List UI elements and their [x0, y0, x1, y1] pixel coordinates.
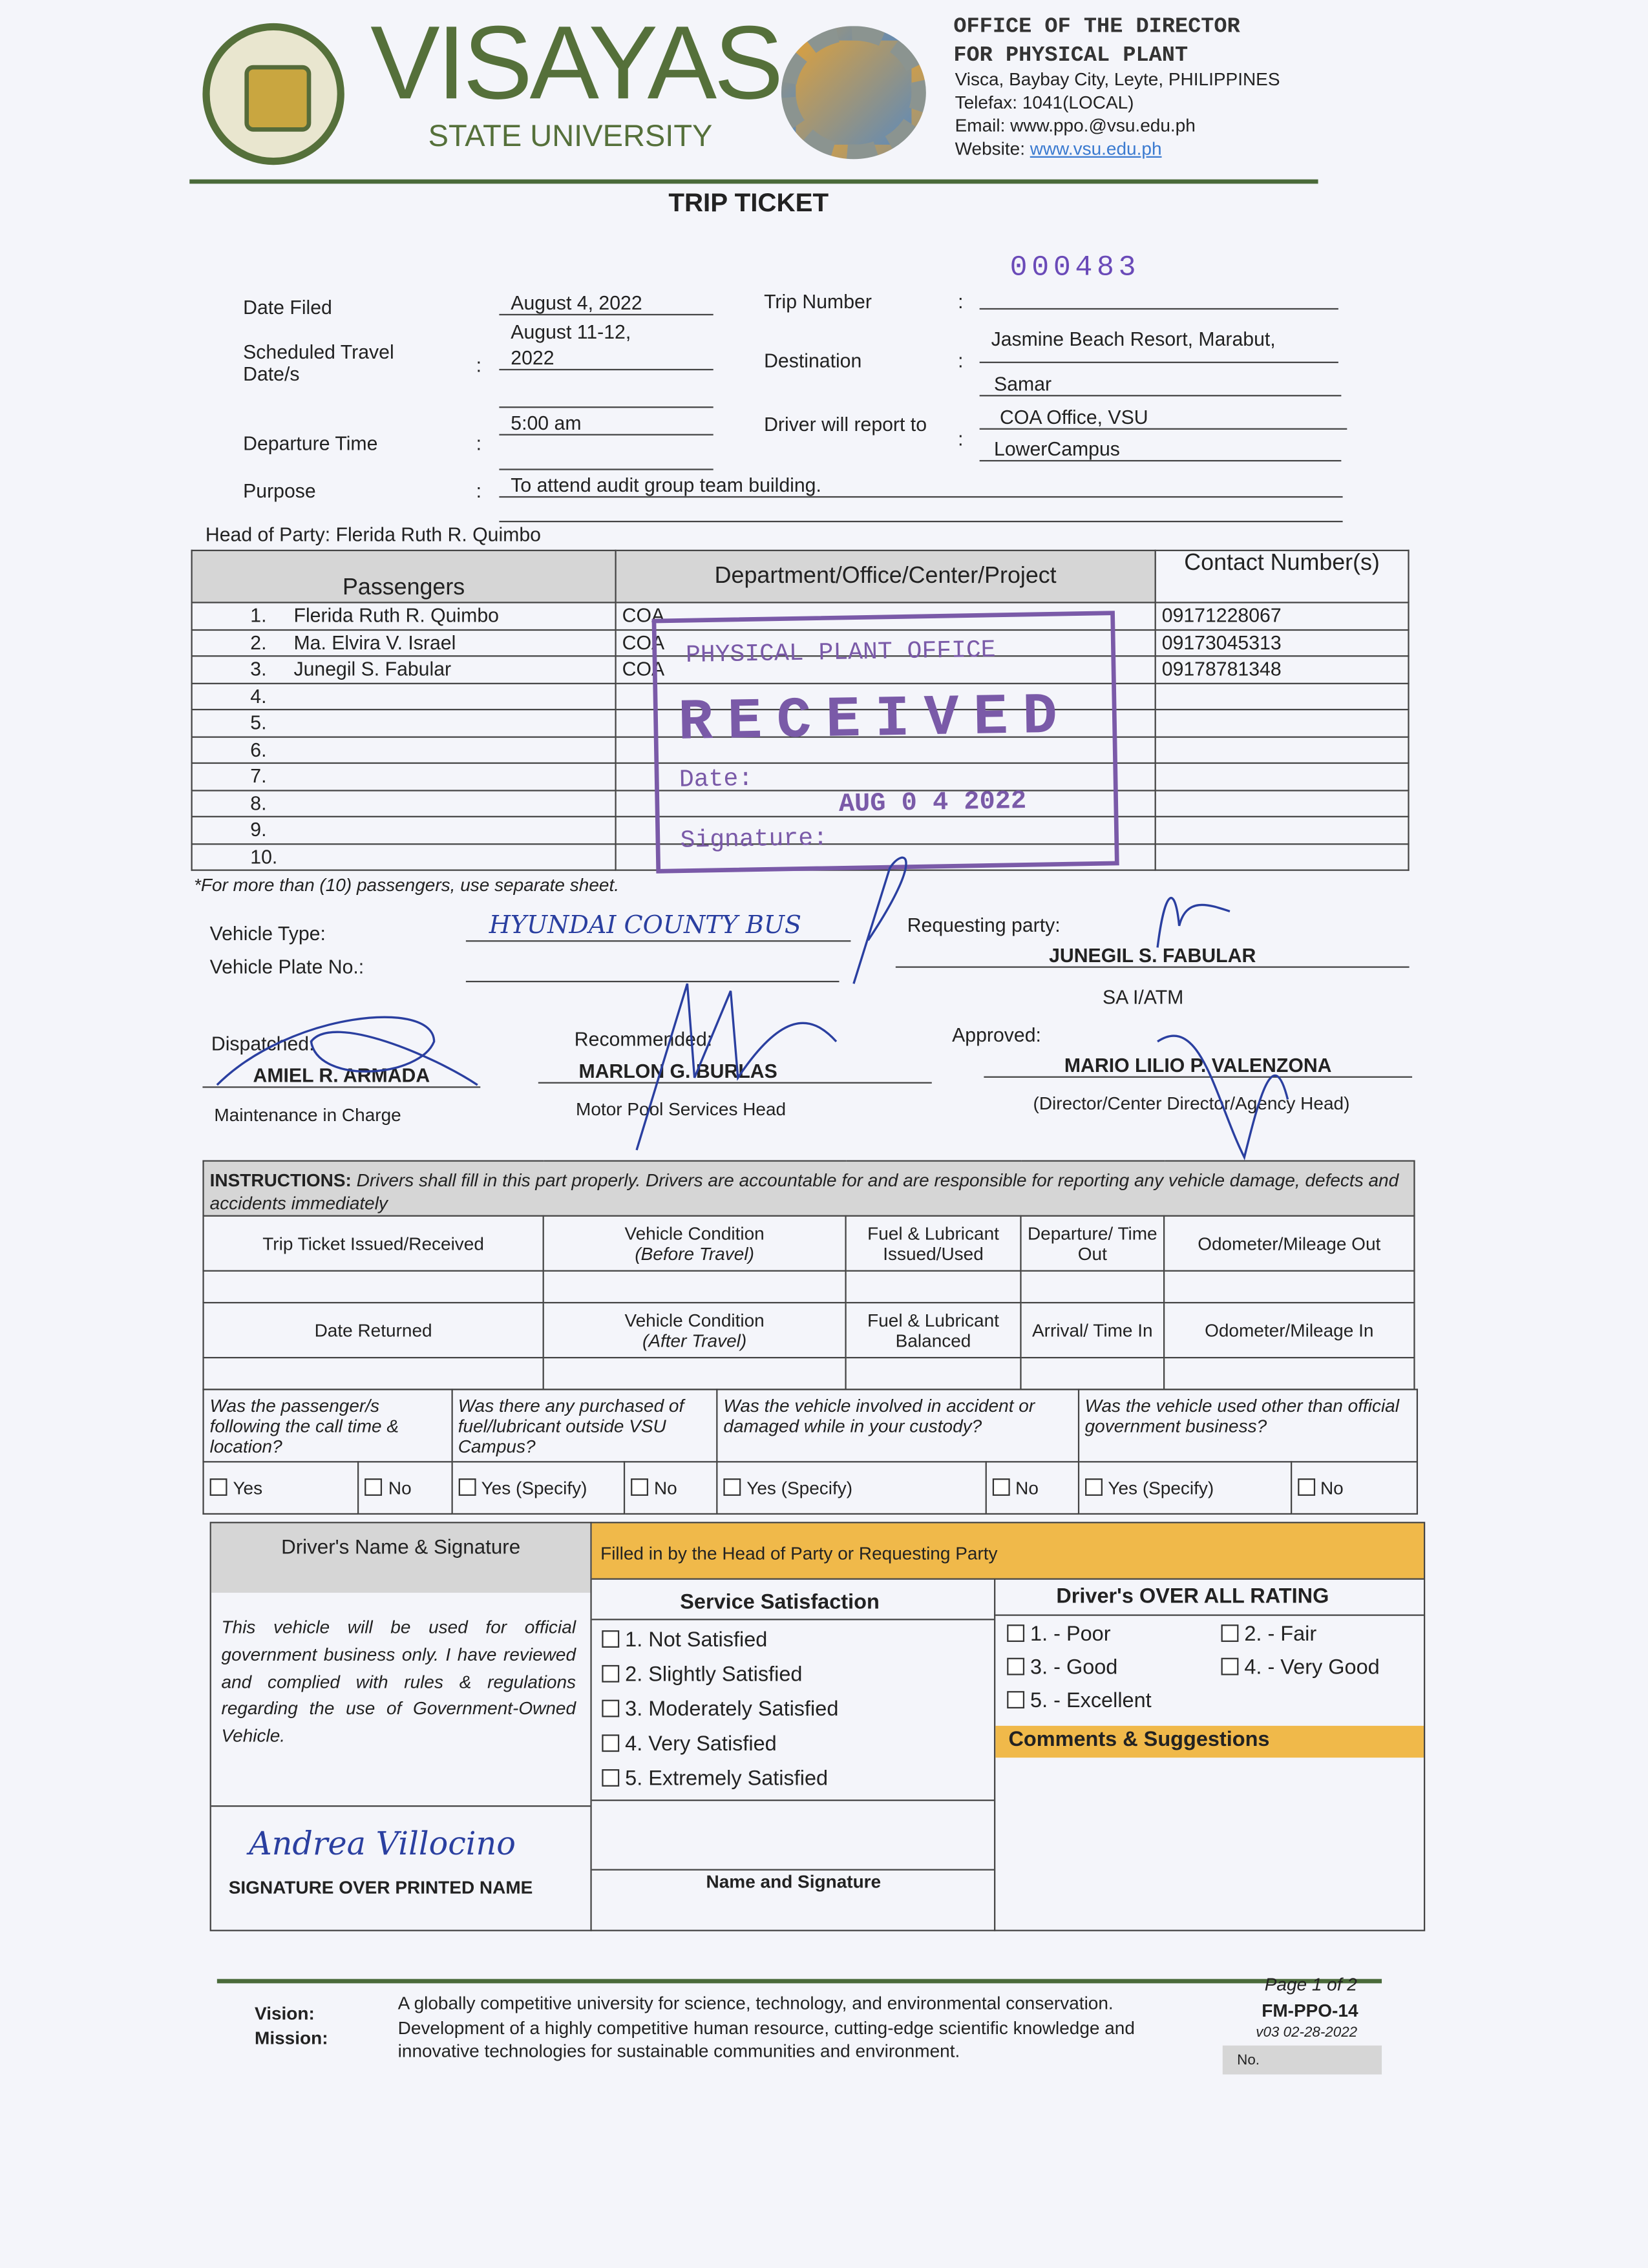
- rating-option[interactable]: [1007, 1623, 1221, 1656]
- service-option[interactable]: [602, 1623, 838, 1658]
- departure-time-label: Departure Time: [243, 432, 378, 454]
- yes-option[interactable]: [452, 1462, 624, 1514]
- yes-label: Yes: [233, 1477, 263, 1498]
- header-text: Vehicle Condition: [624, 1310, 765, 1331]
- instructions-row: [204, 1161, 1415, 1217]
- entry-cell[interactable]: [1020, 1358, 1164, 1390]
- rating-option[interactable]: [1221, 1656, 1413, 1689]
- university-name: VISAYAS: [370, 5, 781, 122]
- passenger-name: Ma. Elvira V. Israel: [293, 631, 456, 654]
- divider: [592, 1579, 1424, 1580]
- recommended-signature: [637, 983, 836, 1150]
- question-cell: [1079, 1389, 1417, 1462]
- checkbox-icon[interactable]: [1221, 1624, 1239, 1642]
- passenger-name: Junegil S. Fabular: [293, 658, 452, 680]
- checkbox-icon[interactable]: [992, 1478, 1009, 1495]
- rating-option[interactable]: [1007, 1656, 1221, 1689]
- department-cell[interactable]: COA: [616, 656, 1156, 682]
- no-label: No: [1015, 1477, 1039, 1498]
- service-option[interactable]: [602, 1658, 838, 1693]
- mission-label: Mission:: [255, 2028, 328, 2049]
- department-cell[interactable]: COA: [616, 602, 1156, 629]
- dispatched-name: AMIEL R. ARMADA: [202, 1065, 480, 1088]
- stamp-office: PHYSICAL PLANT OFFICE: [685, 637, 997, 671]
- department-cell[interactable]: COA: [616, 629, 1156, 656]
- option-label: 3. Moderately Satisfied: [625, 1698, 839, 1722]
- rating-option[interactable]: [1007, 1690, 1221, 1723]
- questions-table: [202, 1389, 1418, 1515]
- vehicle-type-value: HYUNDAI COUNTY BUS: [466, 911, 851, 941]
- form-title: TRIP TICKET: [668, 188, 829, 217]
- recommended-name: MARLON G. BURLAS: [538, 1060, 932, 1084]
- entry-cell[interactable]: [846, 1271, 1021, 1303]
- date-filed-label: Date Filed: [243, 296, 332, 319]
- divider: [592, 1800, 994, 1801]
- vision-label: Vision:: [255, 2003, 315, 2024]
- requesting-party-position: SA I/ATM: [1102, 986, 1184, 1009]
- checkbox-icon[interactable]: [631, 1478, 648, 1495]
- header-text: Vehicle Condition: [624, 1223, 765, 1244]
- checkbox-icon[interactable]: [1297, 1478, 1315, 1495]
- scheduled-travel-label: Scheduled Travel Date/s: [243, 341, 394, 385]
- column-header: Contact Number(s): [1156, 551, 1409, 603]
- page-text: Page 1 of 2: [1264, 1974, 1357, 1995]
- option-label: 2. - Fair: [1244, 1622, 1317, 1646]
- mission-text: Development of a highly competitive human resource, cutting-edge scientific knowledge and innovative technologies for sustainable communities and environment.: [397, 2018, 1135, 2062]
- fuel-issued-header: Fuel & Lubricant Issued/Used: [846, 1216, 1021, 1271]
- destination-label: Destination: [764, 350, 862, 372]
- stamp-signature: [854, 857, 906, 983]
- rating-option[interactable]: [1221, 1623, 1413, 1656]
- row-number: 2.: [250, 631, 267, 654]
- header-subtext: (Before Travel): [635, 1243, 754, 1265]
- service-option[interactable]: [602, 1727, 838, 1762]
- stamp-received: RECEIVED: [677, 685, 1073, 757]
- checkbox-icon[interactable]: [1221, 1658, 1239, 1675]
- yes-label: Yes (Specify): [1108, 1477, 1214, 1498]
- driver-statement: [222, 1615, 576, 1750]
- checkbox-icon[interactable]: [1007, 1658, 1024, 1675]
- question-text: Was the vehicle used other than official government business?: [1084, 1396, 1399, 1437]
- option-label: 4. - Very Good: [1244, 1656, 1380, 1680]
- option-label: 1. - Poor: [1030, 1622, 1111, 1646]
- vehicle-type-label: Vehicle Type:: [209, 923, 326, 945]
- comments-header: Comments & Suggestions: [995, 1726, 1424, 1758]
- entry-cell[interactable]: [204, 1358, 544, 1390]
- form-code: FM-PPO-14: [1262, 2000, 1358, 2021]
- row-number: 9.: [250, 819, 267, 841]
- row-number: 3.: [250, 658, 267, 680]
- vision-text: A globally competitive university for science, technology, and environmental conservation.: [397, 1993, 1114, 2014]
- passenger-name: Flerida Ruth R. Quimbo: [293, 605, 499, 627]
- yes-label: Yes (Specify): [481, 1477, 587, 1498]
- entry-cell[interactable]: [544, 1271, 846, 1303]
- comments-area[interactable]: [995, 1758, 1424, 1929]
- service-satisfaction-options: [602, 1623, 838, 1797]
- stamp-date-label: Date:: [679, 766, 754, 795]
- instructions-bold: INSTRUCTIONS:: [209, 1170, 352, 1191]
- entry-cell[interactable]: [544, 1358, 846, 1390]
- contact-cell[interactable]: 09173045313: [1156, 629, 1409, 656]
- out-entry-row: [204, 1271, 1415, 1303]
- driver-signature: Andrea Villocino: [249, 1827, 516, 1864]
- checkbox-icon[interactable]: [365, 1478, 383, 1495]
- option-label: 5. - Excellent: [1030, 1689, 1152, 1713]
- answers-row: [204, 1462, 1417, 1514]
- dispatched-signature: [217, 1017, 478, 1085]
- question-cell: [452, 1389, 717, 1462]
- entry-cell[interactable]: [1164, 1271, 1414, 1303]
- column-header: Passengers: [192, 551, 616, 603]
- odometer-in-header: Odometer/Mileage In: [1164, 1303, 1414, 1358]
- purpose-label: Purpose: [243, 480, 316, 502]
- colon: :: [476, 480, 481, 502]
- head-of-party: Head of Party: Flerida Ruth R. Quimbo: [205, 523, 541, 546]
- stamp-signature-label: Signature:: [680, 825, 829, 856]
- departure-time-out-header: Departure/ Time Out: [1020, 1216, 1164, 1271]
- dispatched-role: Maintenance in Charge: [214, 1105, 401, 1126]
- fuel-balanced-header: Fuel & Lubricant Balanced: [846, 1303, 1021, 1358]
- website-link[interactable]: www.vsu.edu.ph: [1030, 138, 1162, 160]
- approved-label: Approved:: [952, 1024, 1041, 1046]
- checkbox-icon[interactable]: [1085, 1478, 1103, 1495]
- checkbox-icon[interactable]: [723, 1478, 741, 1495]
- option-label: 4. Very Satisfied: [625, 1733, 777, 1756]
- entry-cell[interactable]: [1164, 1358, 1414, 1390]
- office-title-2: FOR PHYSICAL PLANT: [953, 43, 1188, 68]
- checkbox-icon[interactable]: [602, 1700, 619, 1717]
- entry-cell[interactable]: [846, 1358, 1021, 1390]
- no-option[interactable]: [986, 1462, 1078, 1514]
- date-filed-value: August 4, 2022: [499, 292, 713, 315]
- contact-cell[interactable]: 09171228067: [1156, 602, 1409, 629]
- version-text: v03 02-28-2022: [1256, 2025, 1358, 2041]
- university-subname: STATE UNIVERSITY: [428, 120, 713, 154]
- office-email: Email: www.ppo.@vsu.edu.ph: [955, 116, 1196, 136]
- questions-row: [204, 1389, 1417, 1462]
- contact-cell[interactable]: 09178781348: [1156, 656, 1409, 682]
- question-text: Was there any purchased of fuel/lubricant outside VSU Campus?: [458, 1396, 684, 1457]
- trip-number-label: Trip Number: [764, 290, 872, 313]
- row-number: 10.: [250, 846, 278, 868]
- divider: [592, 1619, 994, 1620]
- requesting-signature: [1157, 898, 1230, 948]
- yes-option[interactable]: [204, 1462, 359, 1514]
- entry-cell[interactable]: [204, 1271, 544, 1303]
- question-cell: [717, 1389, 1078, 1462]
- option-label: 3. - Good: [1030, 1656, 1118, 1680]
- departure-time-value: 5:00 am: [499, 412, 713, 436]
- dispatched-label: Dispatched:: [211, 1033, 315, 1055]
- service-option[interactable]: [602, 1762, 838, 1797]
- footer-divider: [217, 1979, 1382, 1984]
- no-label: No: [653, 1477, 677, 1498]
- option-label: 1. Not Satisfied: [625, 1628, 768, 1652]
- driver-report-value-2: LowerCampus: [980, 438, 1342, 461]
- stamp-date: AUG 0 4 2022: [838, 787, 1027, 820]
- yes-option[interactable]: [717, 1462, 986, 1514]
- website-label: Website:: [955, 138, 1030, 160]
- approved-signature: [1157, 1036, 1287, 1157]
- divider: [994, 1615, 1424, 1616]
- instructions-table: [202, 1160, 1415, 1391]
- row-number: 5.: [250, 712, 267, 734]
- no-option[interactable]: [624, 1462, 717, 1514]
- page-number: [1265, 1975, 1357, 1995]
- colon: :: [958, 290, 964, 313]
- in-header-row: [204, 1303, 1415, 1358]
- note-text: *For more than (10) passengers, use separate sheet.: [193, 875, 620, 896]
- office-title-1: OFFICE OF THE DIRECTOR: [953, 14, 1240, 39]
- destination-value-1: Jasmine Beach Resort, Marabut,: [980, 328, 1338, 363]
- row-number: 4.: [250, 685, 267, 708]
- no-label: No.: [1237, 2052, 1260, 2069]
- driver-signature-label: SIGNATURE OVER PRINTED NAME: [228, 1877, 533, 1898]
- overall-rating-header: Driver's OVER ALL RATING: [1056, 1585, 1329, 1609]
- out-header-row: [204, 1216, 1415, 1271]
- instructions-text: Drivers shall fill in this part properly. Drivers are accountable for and are responsible for reporting any vehicle damage, defects and accidents immediately: [209, 1170, 1399, 1213]
- overall-rating-options: [1007, 1623, 1419, 1723]
- scheduled-travel-value-1: August 11-12,: [511, 321, 631, 343]
- row-number: 6.: [250, 739, 267, 761]
- office-address: Visca, Baybay City, Leyte, PHILIPPINES: [955, 69, 1280, 90]
- header-subtext: (After Travel): [642, 1330, 747, 1351]
- date-returned-header: Date Returned: [204, 1303, 544, 1358]
- question-text: Was the vehicle involved in accident or damaged while in your custody?: [723, 1396, 1035, 1437]
- divider: [211, 1805, 591, 1807]
- checkbox-icon[interactable]: [458, 1478, 476, 1495]
- no-label: No: [388, 1477, 412, 1498]
- checkbox-icon[interactable]: [1007, 1691, 1024, 1708]
- requesting-party-label: Requesting party:: [907, 914, 1061, 936]
- office-telefax: Telefax: 1041(LOCAL): [955, 92, 1134, 113]
- vehicle-plate-label: Vehicle Plate No.:: [209, 956, 364, 978]
- in-entry-row: [204, 1358, 1415, 1390]
- vehicle-condition-after-header: [544, 1303, 846, 1358]
- statement-text: This vehicle will be used for official government business only. I have reviewed and complied with rules & regulations regarding the use of Government-Owned Vehicle.: [221, 1617, 576, 1747]
- checkbox-icon[interactable]: [602, 1769, 619, 1787]
- no-label: No: [1320, 1477, 1344, 1498]
- destination-value-2: Samar: [980, 373, 1342, 397]
- question-cell: [204, 1389, 452, 1462]
- driver-report-label: Driver will report to: [764, 414, 927, 436]
- scheduled-travel-value-2: 2022: [499, 347, 713, 370]
- form-no-box: [1223, 2046, 1382, 2075]
- colon: :: [476, 354, 481, 377]
- option-label: 2. Slightly Satisfied: [625, 1663, 803, 1687]
- no-option[interactable]: [359, 1462, 452, 1514]
- colon: :: [958, 428, 964, 450]
- row-number: 1.: [250, 605, 267, 627]
- option-label: 5. Extremely Satisfied: [625, 1767, 829, 1791]
- question-text: Was the passenger/s following the call time & location?: [209, 1396, 399, 1457]
- service-option[interactable]: [602, 1692, 838, 1727]
- purpose-value: To attend audit group team building.: [499, 474, 1342, 498]
- checkbox-icon[interactable]: [602, 1665, 619, 1683]
- row-number: 8.: [250, 792, 267, 814]
- yes-label: Yes (Specify): [746, 1477, 853, 1498]
- checkbox-icon[interactable]: [210, 1478, 227, 1495]
- arrival-time-in-header: Arrival/ Time In: [1020, 1303, 1164, 1358]
- recommended-role: Motor Pool Services Head: [576, 1099, 787, 1120]
- column-header: Department/Office/Center/Project: [616, 551, 1156, 603]
- divider: [592, 1869, 994, 1871]
- vehicle-condition-before-header: [544, 1216, 846, 1271]
- driver-header: Driver's Name & Signature: [211, 1523, 591, 1592]
- approved-name: MARIO LILIO P. VALENZONA: [984, 1055, 1412, 1078]
- name-and-signature-label: Name and Signature: [706, 1872, 882, 1893]
- recommended-label: Recommended:: [574, 1028, 713, 1051]
- odometer-out-header: Odometer/Mileage Out: [1164, 1216, 1414, 1271]
- row-number: 7.: [250, 765, 267, 788]
- filled-by-banner: Filled in by the Head of Party or Requesting Party: [592, 1523, 1424, 1578]
- requesting-party-name: JUNEGIL S. FABULAR: [896, 945, 1410, 968]
- trip-ticket-issued-header: Trip Ticket Issued/Received: [204, 1216, 544, 1271]
- no-option[interactable]: [1291, 1462, 1417, 1514]
- approved-role: (Director/Center Director/Agency Head): [1033, 1093, 1350, 1114]
- checkbox-icon[interactable]: [602, 1734, 619, 1752]
- colon: :: [958, 350, 964, 372]
- colon: :: [476, 432, 481, 454]
- entry-cell[interactable]: [1020, 1271, 1164, 1303]
- checkbox-icon[interactable]: [1007, 1624, 1024, 1642]
- trip-number-value: 000483: [1009, 251, 1141, 286]
- form-version: [1256, 2025, 1357, 2041]
- yes-option[interactable]: [1079, 1462, 1291, 1514]
- service-satisfaction-header: Service Satisfaction: [680, 1591, 880, 1615]
- checkbox-icon[interactable]: [602, 1630, 619, 1648]
- driver-report-value-1: COA Office, VSU: [980, 406, 1347, 430]
